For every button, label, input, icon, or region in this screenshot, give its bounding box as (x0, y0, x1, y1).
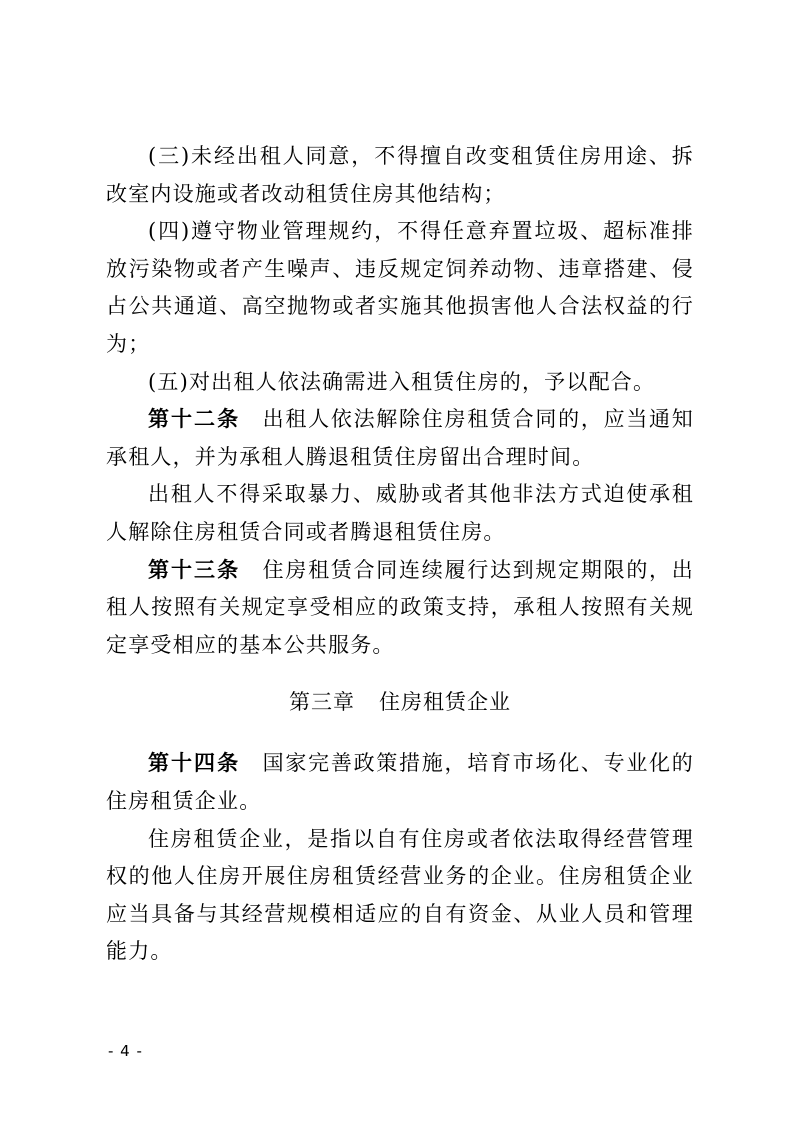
article-13-text: 住房租赁合同连续履行达到规定期限的，出租人按照有关规定享受相应的政策支持，承租人按照有关规定享受相应的基本公共服务。 (106, 557, 694, 657)
chapter-number: 第三章 (289, 690, 355, 715)
article-13-heading: 第十三条 (148, 557, 241, 582)
chapter-name: 住房租赁企业 (379, 690, 511, 715)
page-number: - 4 - (108, 1042, 143, 1060)
article-14-heading: 第十四条 (148, 751, 241, 776)
paragraph-item-5: (五)对出租人依法确需进入租赁住房的，予以配合。 (148, 369, 656, 394)
document-page (106, 138, 694, 971)
article-12 (106, 401, 694, 476)
article-14 (106, 745, 694, 820)
article-12-heading: 第十二条 (148, 407, 241, 432)
article-14-paragraph-2: 住房租赁企业，是指以自有住房或者依法取得经营管理权的他人住房开展住房租赁经营业务的企业。住房租赁企业应当具备与其经营规模相适应的自有资金、从业人员和管理能力。 (106, 826, 694, 964)
article-14-text: 国家完善政策措施，培育市场化、专业化的住房租赁企业。 (106, 751, 694, 813)
article-12-text: 出租人依法解除住房租赁合同的，应当通知承租人，并为承租人腾退租赁住房留出合理时间。 (106, 407, 694, 469)
paragraph-item-3: (三)未经出租人同意，不得擅自改变租赁住房用途、拆改室内设施或者改动租赁住房其他结构； (106, 144, 694, 206)
paragraph-item-4: (四)遵守物业管理规约，不得任意弃置垃圾、超标准排放污染物或者产生噪声、违反规定饲养动物、违章搭建、侵占公共通道、高空抛物或者实施其他损害他人合法权益的行为； (106, 219, 694, 356)
article-12-paragraph-2: 出租人不得采取暴力、威胁或者其他非法方式迫使承租人解除住房租赁合同或者腾退租赁住房。 (106, 482, 694, 544)
chapter-title (106, 686, 694, 718)
article-13 (106, 552, 694, 665)
